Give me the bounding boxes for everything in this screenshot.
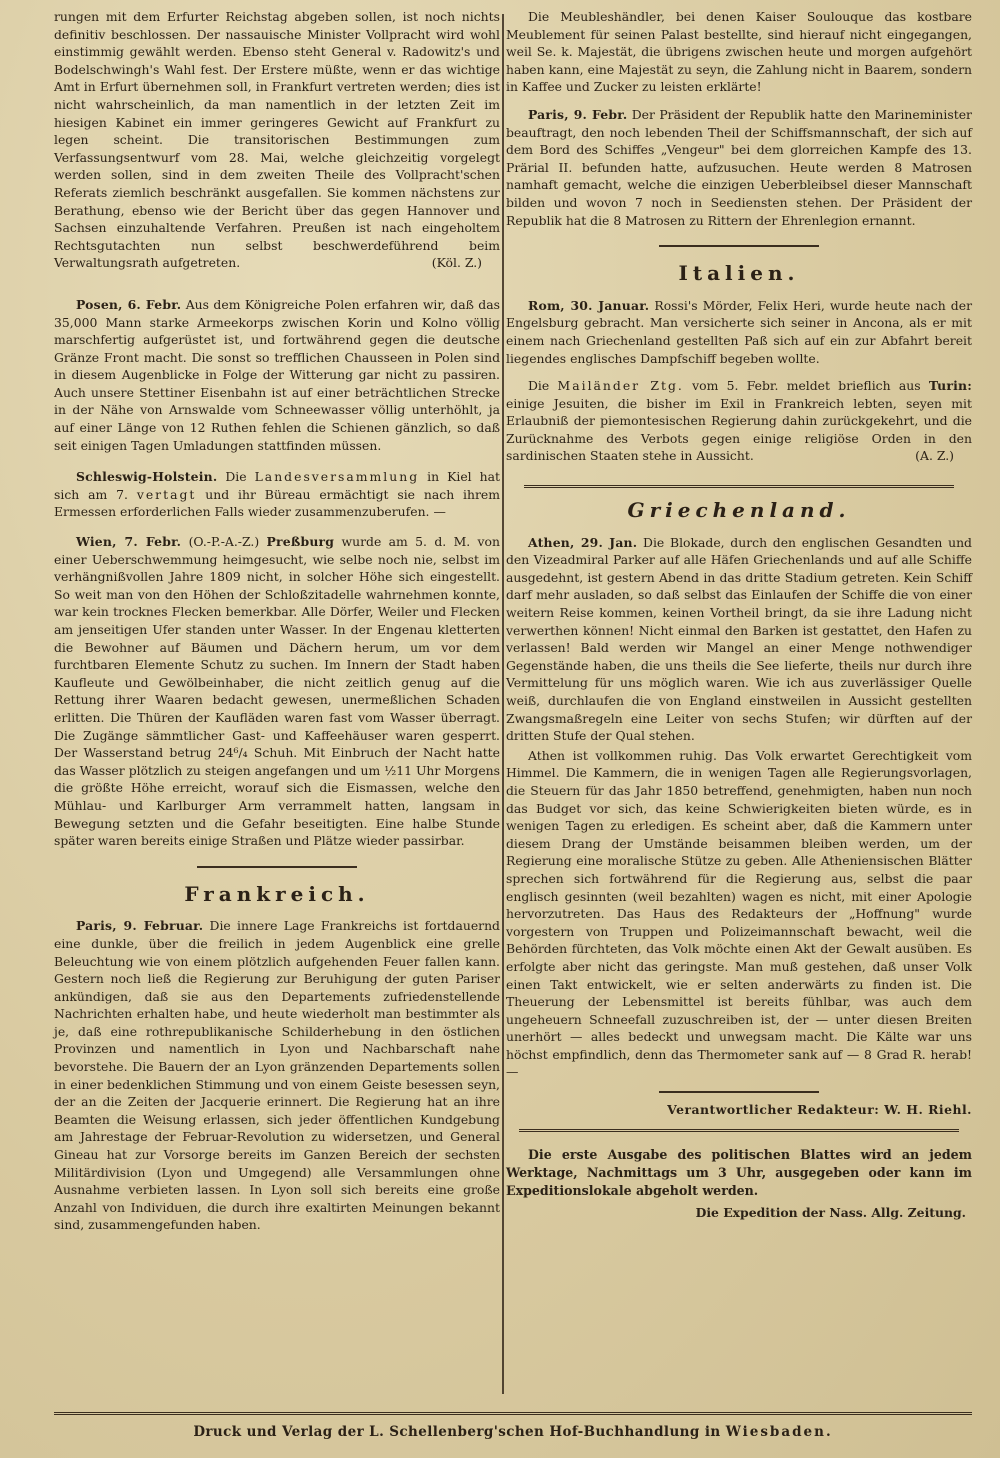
rom-dateline: Rom, 30. Januar. bbox=[528, 297, 650, 313]
sh-text-3: und ihr Büreau ermächtigt sie nach ihrem Ermessen erforderlichen Falls wieder zusammenzuberufen. — bbox=[54, 486, 500, 520]
edition-notice: Die erste Ausgabe des politischen Blattes wird an jedem Werktage, Nachmittags um 3 Uhr, ausgegeben oder kann im Expeditionslokale abgeholt werden. bbox=[506, 1146, 972, 1198]
athen-article-2: Athen ist vollkommen ruhig. Das Volk erwartet Gerechtigkeit vom Himmel. Die Kammern, die in wenigen Tagen alle Regierungsvorlagen, die Steuern für das Jahr 1850 betreffend, genehmigten, haben nun noch das Budget vor sich, das keine Schwierigkeiten bieten würde, es in wenigen Tagen zu erledigen. Es scheint aber, daß die Kammern unter diesem Drang der Umstände beisammen bleiben werden, um der Regierung eine moralische Stütze zu geben. Alle Atheniensischen Blätter sprechen sich fortwährend für die Regierung aus, selbst die paar englisch gesinnten (weil bezahlten) wagen es nicht, mit einer Apologie hervorzutreten. Das Haus des Redakteurs der „Hoffnung" wurde vorgestern von Truppen und Polizeimannschaft bewacht, weil die Behörden fürchteten, das Volk möchte einen Akt der Gewalt ausüben. Es erfolgte aber nicht das geringste. Man muß gestehen, daß unser Volk einen Takt entwickelt, wie er selten anderwärts zu finden ist. Die Theuerung der Lebensmittel ist bereits fühlbar, was auch dem ungeheuern Schneefall zuzuschreiben ist, der — unter diesen Breiten unerhört — alles bedeckt und unwegsam macht. Die Kälte war uns höchst empfindlich, denn das Thermometer sank auf — 8 Grad R. herab! — bbox=[506, 747, 972, 1080]
imprint-city: Wiesbaden. bbox=[725, 1424, 833, 1440]
mail-text-2: vom 5. Febr. meldet brieflich aus bbox=[692, 378, 921, 394]
heading-italien: Italien. bbox=[678, 261, 800, 286]
mail-newspaper: Mailänder Ztg. bbox=[557, 378, 684, 394]
sh-text-1: Die bbox=[225, 469, 247, 485]
paris1-dateline: Paris, 9. Februar. bbox=[76, 918, 204, 934]
erfurt-source: (Köl. Z.) bbox=[431, 255, 482, 271]
paris-article-2 bbox=[506, 106, 972, 229]
wien-source: (O.-P.-A.-Z.) bbox=[188, 534, 260, 550]
mail-source: (A. Z.) bbox=[915, 448, 954, 464]
paris2-text: Der Präsident der Republik hatte den Marineminister beauftragt, den noch lebenden Theil der Schiffsmannschaft, der sich auf dem Bord des Schiffes „Vengeur" bei dem glorreichen Kampfe des 13. Prärial II. befunden hatte, aufzusuchen. Heute werden 8 Matrosen namhaft gemacht, welche die einzigen Ueberbleibsel dieser Mannschaft bilden und wovon 7 noch in Seediensten stehen. Der Präsident der Republik hat die 8 Matrosen zu Rittern der Ehrenlegion ernannt. bbox=[506, 106, 972, 228]
heading-frankreich: Frankreich. bbox=[184, 881, 370, 906]
athen-article bbox=[506, 534, 972, 745]
erfurt-paragraph bbox=[54, 8, 500, 272]
rom-article bbox=[506, 297, 972, 367]
athen-text: Die Blokade, durch den englischen Gesandten und den Vizeadmiral Parker auf alle Häfen Griechenlands und auf alle Schiffe ausgedehnt, ist gestern Abend in das dritte Stadium getreten. Kein Schiff darf mehr ausladen, so daß selbst das Einlaufen der Schiffe die von einer weitern Reise kommen, keinen Vortheil bringt, da sie ihre Ladung nicht verwerthen können! Nicht einmal den Barken ist gestattet, den Hafen zu verlassen! Bald werden wir Mangel an einer Menge nothwendiger Gegenstände haben, die uns theils die See lieferte, theils nur durch ihre Vermittelung für uns möglich waren. Wie ich aus zuverlässiger Quelle weiß, durchlaufen die von England einstweilen in Aussicht gestellten Zwangsmaßregeln eine Leiter von sechs Stufen; wir dürften auf der dritten Stufe der Qual stehen. bbox=[506, 534, 972, 744]
wien-dateline: Wien, 7. Febr. bbox=[76, 534, 182, 550]
erfurt-text: rungen mit dem Erfurter Reichstag abgeben sollen, ist noch nichts definitiv beschlossen. Der nassauische Minister Vollpracht wird wohl einstimmig gewählt werden. Ebenso steht General v. Radowitz's und Bodelschwingh's Wahl fest. Der Erstere müßte, wenn er das wichtige Amt in Erfurt übernehmen soll, in Frankfurt vertreten werden; dies ist nicht wahrscheinlich, da man namentlich in der letzten Zeit im hiesigen Kabinet ein immer geringeres Gewicht auf Frankfurt zu legen scheint. Die transitorischen Bestimmungen zum Verfassungsentwurf vom 28. Mai, welche gleichzeitig vorgelegt werden sollen, sind in dem zweiten Theile des Vollpracht'schen Referats ziemlich beschränkt ausgefallen. Sie kommen nächstens zur Berathung, ebenso wie der Bericht über das gegen Hannover und Sachsen einzuhaltende Verfahren. Preußen ist nach eingeholtem Rechtsgutachten nun selbst beschwerdeführend beim Verwaltungsrath aufgetreten. bbox=[54, 9, 500, 271]
athen-dateline: Athen, 29. Jan. bbox=[528, 534, 638, 550]
section-divider bbox=[659, 1091, 819, 1093]
section-divider bbox=[659, 245, 819, 247]
rom-text: Rossi's Mörder, Felix Heri, wurde heute nach der Engelsburg gebracht. Man versicherte sich seiner in Ancona, als er mit einem nach Griechenland gestellten Paß sich auf ein zur Abfahrt bereit liegendes englisches Dampfschiff begeben wollte. bbox=[506, 297, 972, 366]
section-divider bbox=[519, 1129, 959, 1132]
mail-text-1: Die bbox=[528, 378, 550, 394]
wien-text: wurde am 5. d. M. von einer Ueberschwemmung heimgesucht, wie selbe noch nie, selbst im verhängnißvollen Jahre 1809 nicht, in solcher Höhe sich eingestellt. So weit man von den Höhen der Schloßzitadelle wahrnehmen konnte, war kein trocknes Flecken bemerkbar. Alle Dörfer, Weiler und Flecken am jenseitigen Ufer standen unter Wasser. In der Engenau kletterten die Bewohner auf Bäumen und Dächern herum, um vor dem furchtbaren Elemente Schutz zu suchen. Im Innern der Stadt haben Kaufleute und Gewölbeinhaber, die nicht zeitlich genug auf die Rettung ihrer Waaren bedacht gewesen, unermeßlichen Schaden erlitten. Die Thüren der Kaufläden waren fast vom Wasser überragt. Die Zugänge sämmtlicher Gast- und Kaffeehäuser waren gesperrt. Der Wasserstand betrug 24⁶/₄ Schuh. Mit Einbruch der Nacht hatte das Wasser plötzlich zu steigen angefangen und um ½11 Uhr Morgens die größte Höhe erreicht, worauf sich die Eismassen, welche den Mühlau- und Karlburger Arm verrammelt hatten, langsam in Bewegung setzten und die Gefahr beseitigten. Eine halbe Stunde später waren bereits einige Straßen und Plätze wieder passirbar. bbox=[54, 534, 500, 849]
heading-griechenland: Griechenland. bbox=[627, 498, 851, 523]
editor-line bbox=[506, 1101, 972, 1119]
section-divider bbox=[197, 866, 357, 868]
posen-text: Aus dem Königreiche Polen erfahren wir, daß das 35,000 Mann starke Armeekorps zwischen Korin und Kolno völlig marschfertig aufgerüstet ist, und fortwährend gegen die deutsche Gränze Front macht. Die sonst so trefflichen Chausseen in Polen sind in diesem Augenblicke in Folge der Witterung gar nicht zu passiren. Auch unsere Stettiner Eisenbahn ist auf einer beträchtlichen Strecke in der Nähe von Arnswalde vom Schneewasser völlig unterhöhlt, ja auf einer Länge von 12 Ruthen fehlen die Schienen gänzlich, so daß seit einigen Tagen Umladungen stattfinden müssen. bbox=[54, 296, 500, 453]
schleswig-holstein-article bbox=[54, 468, 500, 521]
left-column bbox=[54, 8, 500, 1244]
wien-city: Preßburg bbox=[266, 534, 335, 550]
right-column bbox=[506, 8, 972, 1221]
column-rule bbox=[502, 14, 504, 1394]
paris-article-1 bbox=[54, 917, 500, 1234]
imprint-text: Druck und Verlag der L. Schellenberg'schen Hof-Buchhandlung in bbox=[193, 1424, 721, 1440]
printer-imprint bbox=[54, 1424, 972, 1440]
mail-turin: Turin: bbox=[928, 378, 972, 394]
mail-text-3: einige Jesuiten, die bisher im Exil in Frankreich lebten, seyen mit Erlaubniß der piemontesischen Regierung dahin zurückgekehrt, und die Zurücknahme des Verbots gegen einige religiöse Orden in den sardinischen Staaten stehe in Aussicht. bbox=[506, 395, 972, 464]
mailaender-article bbox=[506, 377, 972, 465]
sh-spaced-2: vertagt bbox=[136, 486, 197, 502]
posen-article bbox=[54, 296, 500, 454]
paris1-text: Die innere Lage Frankreichs ist fortdauernd eine dunkle, über die freilich in jedem Augenblick eine grelle Beleuchtung wie von einem plötzlich aufgehenden Feuer fallen kann. Gestern noch ließ die Regierung zur Beruhigung der guten Pariser ankündigen, daß sie aus den Departements zufriedenstellende Nachrichten erhalten habe, und heute wiederholt man bestimmter als je, daß eine rothrepublikanische Schilderhebung in den östlichen Provinzen und namentlich in Lyon und Nachbarschaft nahe bevorstehe. Die Bauern der an Lyon gränzenden Departements sollen in einer bedenklichen Stimmung und von einem Geiste besessen seyn, der an die Zeiten der Jacquerie erinnert. Die Regierung hat an ihre Beamten die Weisung erlassen, sich jeder öffentlichen Kundgebung am Jahrestage der Februar-Revolution zu widersetzen, und General Gineau hat zur Vorsorge bereits im Ganzen Bereich der sechsten Militärdivision (Lyon und Umgegend) alle Versammlungen ohne Ausnahme verbieten lassen. In Lyon soll sich bereits eine große Anzahl von Individuen, die durch ihre exaltirten Meinungen bekannt sind, zusammengefunden haben. bbox=[54, 918, 500, 1233]
wien-article bbox=[54, 533, 500, 850]
posen-dateline: Posen, 6. Febr. bbox=[76, 296, 182, 312]
footer-rule bbox=[54, 1412, 972, 1415]
sh-dateline: Schleswig-Holstein. bbox=[76, 469, 218, 485]
sh-text-2: in Kiel hat sich am 7. bbox=[54, 469, 500, 502]
soulouque-paragraph: Die Meubleshändler, bei denen Kaiser Soulouque das kostbare Meublement für seinen Palast bestellte, sind hierauf nicht eingegangen, weil Se. k. Majestät, die übrigens zwischen heute und morgen aufgehört haben kann, eine Majestät zu seyn, die Zahlung nicht in Baarem, sondern in Kaffee und Zucker zu leisten erklärte! bbox=[506, 9, 972, 95]
paris2-dateline: Paris, 9. Febr. bbox=[528, 106, 628, 122]
editor-label: Verantwortlicher Redakteur: bbox=[667, 1102, 880, 1118]
section-divider bbox=[524, 485, 954, 488]
editor-name: W. H. Riehl. bbox=[884, 1102, 972, 1118]
sh-spaced-1: Landesversammlung bbox=[254, 469, 420, 485]
expedition-signature: Die Expedition der Nass. Allg. Zeitung. bbox=[695, 1204, 966, 1220]
